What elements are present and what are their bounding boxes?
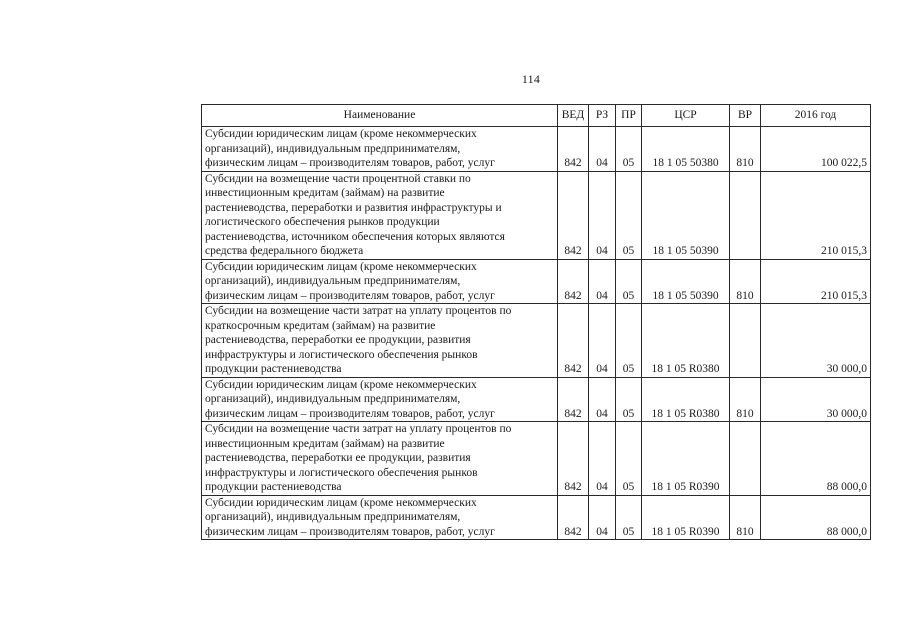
- row-vr-cell: 810: [730, 495, 761, 540]
- row-ved-cell: 842: [558, 495, 589, 540]
- row-pr-cell: 05: [616, 259, 642, 304]
- row-rz-cell: 04: [589, 171, 616, 259]
- row-rz-cell: 04: [589, 127, 616, 172]
- row-name-line: логистического обеспечения рынков продукции: [205, 216, 440, 228]
- row-pr-cell: 05: [616, 171, 642, 259]
- table-row: [202, 422, 871, 496]
- row-vr-cell: [730, 171, 761, 259]
- row-pr-cell: 05: [616, 127, 642, 172]
- row-pr-cell: 05: [616, 304, 642, 378]
- row-csr-cell: 18 1 05 50390: [642, 259, 730, 304]
- row-name-cell: [202, 171, 558, 259]
- row-name-cell: [202, 495, 558, 540]
- row-name-line: Субсидии на возмещение части затрат на уплату процентов по: [205, 423, 512, 435]
- row-name-line: растениеводства, переработки ее продукции, развития: [205, 334, 471, 346]
- row-csr-cell: 18 1 05 50380: [642, 127, 730, 172]
- row-csr-cell: 18 1 05 R0390: [642, 422, 730, 496]
- table-row: [202, 495, 871, 540]
- row-name-line: организаций), индивидуальным предпринимателям,: [205, 142, 461, 155]
- row-amount-cell: 88 000,0: [761, 495, 871, 540]
- row-csr-cell: 18 1 05 R0380: [642, 377, 730, 422]
- row-vr-cell: 810: [730, 127, 761, 172]
- row-rz-cell: 04: [589, 495, 616, 540]
- row-ved-cell: 842: [558, 127, 589, 172]
- row-amount-cell: 210 015,3: [761, 171, 871, 259]
- row-vr-cell: [730, 422, 761, 496]
- header-vr: ВР: [730, 105, 761, 127]
- row-name-line: инфраструктуры и логистического обеспечения рынков: [205, 348, 478, 361]
- table-row: [202, 304, 871, 378]
- row-amount-cell: 88 000,0: [761, 422, 871, 496]
- row-name-line: организаций), индивидуальным предпринимателям,: [205, 511, 461, 523]
- row-name-line: физическим лицам – производителям товаров, работ, услуг: [205, 407, 495, 420]
- row-name-line: организаций), индивидуальным предпринимателям,: [205, 275, 461, 287]
- row-name-line: Субсидии на возмещение части процентной ставки по: [205, 172, 471, 185]
- row-vr-cell: 810: [730, 377, 761, 422]
- row-csr-cell: 18 1 05 50390: [642, 171, 730, 259]
- row-ved-cell: 842: [558, 377, 589, 422]
- row-name-line: Субсидии юридическим лицам (кроме некоммерческих: [205, 128, 477, 140]
- row-name-cell: [202, 127, 558, 172]
- row-name-line: Субсидии юридическим лицам (кроме некоммерческих: [205, 496, 477, 509]
- row-ved-cell: 842: [558, 259, 589, 304]
- row-amount-cell: 100 022,5: [761, 127, 871, 172]
- row-ved-cell: 842: [558, 422, 589, 496]
- header-rz: РЗ: [589, 105, 616, 127]
- row-name-line: растениеводства, переработки и развития инфраструктуры и: [205, 201, 502, 214]
- table-header-row: [202, 105, 871, 127]
- row-name-line: инфраструктуры и логистического обеспечения рынков: [205, 466, 478, 479]
- row-amount-cell: 30 000,0: [761, 377, 871, 422]
- row-amount-cell: 30 000,0: [761, 304, 871, 378]
- row-name-cell: [202, 259, 558, 304]
- row-vr-cell: 810: [730, 259, 761, 304]
- row-name-cell: [202, 304, 558, 378]
- table-row: [202, 127, 871, 172]
- row-name-line: продукции растениеводства: [205, 481, 342, 493]
- row-name-line: инвестиционным кредитам (займам) на развитие: [205, 437, 445, 450]
- row-name-line: физическим лицам – производителям товаров, работ, услуг: [205, 157, 495, 169]
- page-number: 114: [521, 72, 541, 86]
- row-name-line: растениеводства, переработки ее продукции, развития: [205, 452, 471, 464]
- row-pr-cell: 05: [616, 495, 642, 540]
- table-row: [202, 259, 871, 304]
- header-csr: ЦСР: [642, 105, 730, 127]
- row-name-line: растениеводства, источником обеспечения которых являются: [205, 230, 505, 243]
- header-name: Наименование: [202, 105, 558, 127]
- row-name-line: продукции растениеводства: [205, 363, 342, 375]
- row-name-line: организаций), индивидуальным предпринимателям,: [205, 393, 461, 405]
- row-name-cell: [202, 377, 558, 422]
- table-body: [202, 127, 871, 540]
- row-ved-cell: 842: [558, 171, 589, 259]
- row-name-line: инвестиционным кредитам (займам) на развитие: [205, 187, 445, 199]
- row-pr-cell: 05: [616, 377, 642, 422]
- row-name-line: краткосрочным кредитам (займам) на развитие: [205, 319, 436, 332]
- row-name-line: Субсидии юридическим лицам (кроме некоммерческих: [205, 260, 477, 273]
- row-pr-cell: 05: [616, 422, 642, 496]
- budget-table: [201, 104, 871, 540]
- row-name-line: физическим лицам – производителям товаров, работ, услуг: [205, 289, 495, 302]
- row-amount-cell: 210 015,3: [761, 259, 871, 304]
- table-row: [202, 377, 871, 422]
- table-row: [202, 171, 871, 259]
- row-name-line: Субсидии на возмещение части затрат на уплату процентов по: [205, 305, 512, 317]
- header-ved: ВЕД: [558, 105, 589, 127]
- row-rz-cell: 04: [589, 377, 616, 422]
- row-rz-cell: 04: [589, 304, 616, 378]
- row-rz-cell: 04: [589, 422, 616, 496]
- row-name-line: Субсидии юридическим лицам (кроме некоммерческих: [205, 378, 477, 391]
- row-name-line: физическим лицам – производителям товаров, работ, услуг: [205, 525, 495, 538]
- header-year: 2016 год: [761, 105, 871, 127]
- header-pr: ПР: [616, 105, 642, 127]
- row-name-line: средства федерального бюджета: [205, 245, 364, 257]
- row-vr-cell: [730, 304, 761, 378]
- row-csr-cell: 18 1 05 R0390: [642, 495, 730, 540]
- row-ved-cell: 842: [558, 304, 589, 378]
- row-rz-cell: 04: [589, 259, 616, 304]
- row-name-cell: [202, 422, 558, 496]
- row-csr-cell: 18 1 05 R0380: [642, 304, 730, 378]
